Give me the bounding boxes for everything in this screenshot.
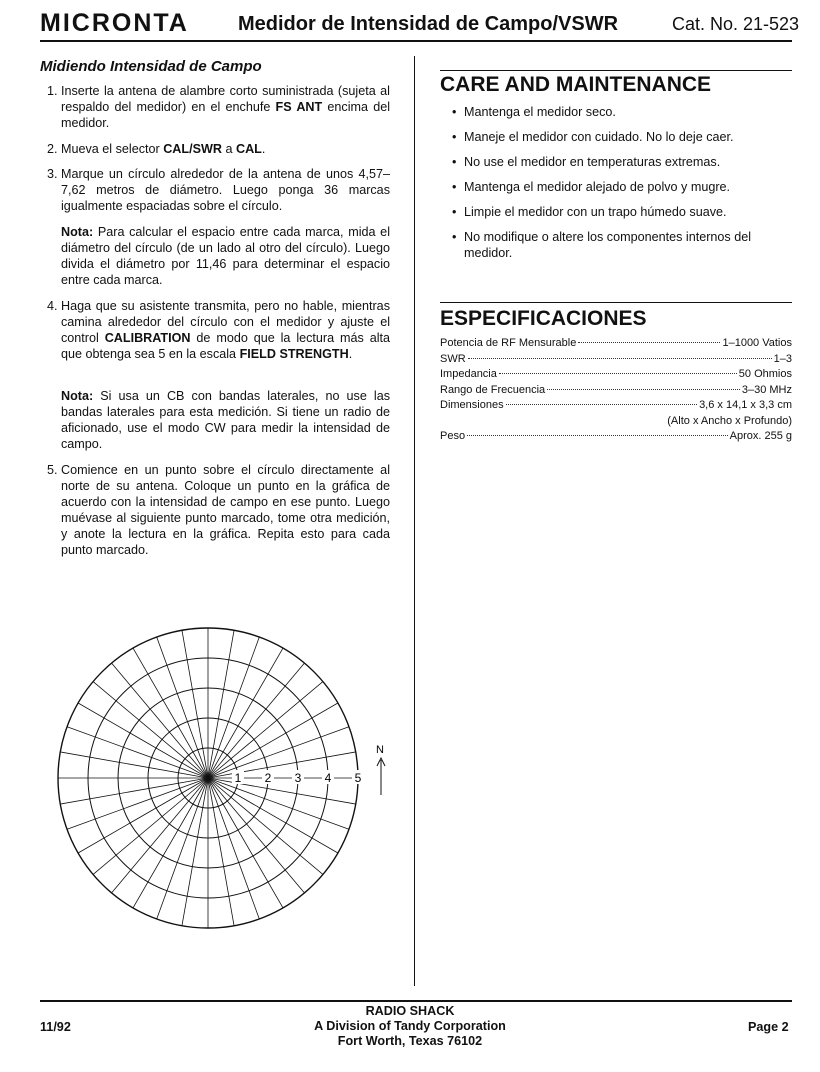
ring-label: 1: [234, 771, 242, 785]
spec-row: [440, 352, 792, 368]
spec-value: 50 Ohmios: [738, 368, 792, 380]
step-text-part: a: [221, 142, 236, 156]
brand-logo: MICRONTA: [40, 9, 189, 37]
step-text-part: .: [348, 347, 353, 361]
spec-row: [440, 336, 792, 352]
polar-plot-chart: [40, 620, 410, 950]
step-bold-term: CALIBRATION: [104, 331, 191, 345]
spec-heading: ESPECIFICACIONES: [440, 307, 647, 330]
spec-label: SWR: [440, 352, 466, 365]
dot-leader: [499, 373, 737, 374]
dot-leader: [547, 389, 740, 390]
step-bold-term: FS ANT: [275, 100, 323, 114]
ring-label: 4: [324, 771, 332, 785]
spec-row: [440, 429, 792, 445]
step-bold-term: CAL/SWR: [163, 142, 222, 156]
care-heading: CARE AND MAINTENANCE: [440, 73, 712, 96]
step-text: Comience en un punto sobre el círculo directamente al norte de su antena. Coloque un punto en la gráfica de acuerdo con la intensidad de campo en ese punto. Luego muévase al siguiente punto marcado, tome otra medición, y anote la lectura en la gráfica. Repita esto para cada punto marcado.: [61, 463, 390, 557]
footer-line-3: Fort Worth, Texas 76102: [337, 1034, 483, 1048]
spec-value: Aprox. 255 g: [729, 430, 792, 442]
step-2: [40, 141, 390, 157]
note-label: Nota:: [61, 389, 94, 403]
care-list: [452, 104, 792, 270]
polar-ring-labels: [232, 770, 364, 785]
step-number: 4.: [47, 299, 58, 313]
care-item: • Mantenga el medidor seco.: [452, 104, 792, 120]
spec-row: [440, 383, 792, 399]
care-top-rule: [440, 70, 792, 71]
north-label: N: [376, 744, 384, 756]
page-number: Page 2: [748, 1020, 789, 1034]
catalog-number: Cat. No. 21-523: [672, 14, 800, 34]
spec-label: Peso: [440, 430, 466, 442]
step-text: [61, 83, 390, 131]
step-bold-term: CAL: [235, 142, 262, 156]
step-text-part: de modo que la lectura más alta que obtenga sea 5 en la escala: [61, 331, 390, 361]
step-text-part: Mueva el selector: [61, 142, 164, 156]
spec-dimensions-note: (Alto x Ancho x Profundo): [667, 414, 792, 427]
care-item: • No modifique o altere los componentes internos del medidor.: [452, 229, 792, 261]
step-text: [61, 298, 390, 362]
care-item: • Maneje el medidor con cuidado. No lo deje caer.: [452, 129, 792, 145]
step-text: Marque un círculo alrededor de la antena de unos 4,57–7,62 metros de diámetro. Luego ponga 36 marcas igualmente espaciadas sobre el círculo.: [61, 167, 390, 213]
note-text: Si usa un CB con bandas laterales, no use las bandas laterales para esta medición. Si tiene un radio de aficionado, use el modo CW para medir la intensidad de campo.: [61, 389, 390, 451]
polar-grid: [58, 628, 358, 928]
header-rule: [40, 40, 792, 42]
note-1: [61, 224, 390, 288]
step-text-part: encima del medidor.: [61, 100, 391, 130]
dot-leader: [578, 342, 720, 343]
dot-leader: [467, 435, 728, 436]
footer-date: 11/92: [40, 1020, 71, 1034]
note-2: [61, 388, 390, 452]
spec-value: 3,6 x 14,1 x 3,3 cm: [699, 399, 792, 411]
care-item: • No use el medidor en temperaturas extremas.: [452, 154, 792, 170]
spec-value: 3–30 MHz: [741, 383, 792, 396]
spec-label: Dimensiones: [440, 399, 504, 411]
step-bold-term: FIELD STRENGTH: [239, 347, 349, 361]
ring-label: 2: [264, 771, 272, 785]
step-number: 2.: [47, 142, 58, 156]
note-text: Para calcular el espacio entre cada marca, mida el diámetro del círculo (de un lado al otro del círculo). Luego divida el diámetro por 11,46 para determinar el espacio entre cada marca.: [61, 225, 390, 287]
ring-label: 3: [294, 771, 302, 785]
step-number: 1.: [47, 84, 58, 98]
spec-label: Potencia de RF Mensurable: [440, 337, 577, 349]
footer-rule: [40, 1000, 792, 1002]
step-text-part: .: [261, 142, 266, 156]
care-item: • Limpie el medidor con un trapo húmedo suave.: [452, 204, 792, 220]
spec-value: 1–3: [773, 352, 792, 365]
step-3: [40, 166, 390, 214]
step-number: 5.: [47, 463, 58, 477]
spec-top-rule: [440, 302, 792, 303]
care-item: • Mantenga el medidor alejado de polvo y mugre.: [452, 179, 792, 195]
document-title: Medidor de Intensidad de Campo/VSWR: [238, 13, 619, 35]
spec-label: Impedancia: [440, 368, 497, 380]
step-text-part: Inserte la antena de alambre corto suministrada (sujeta al respaldo del medidor) en el enchufe: [61, 84, 390, 114]
north-arrow: [376, 744, 385, 795]
column-divider: [414, 56, 415, 986]
footer-line-1: RADIO SHACK: [365, 1004, 455, 1018]
dot-leader: [506, 404, 697, 405]
step-text-part: Haga que su asistente transmita, pero no hable, mientras camina alrededor del círculo con el medidor y ajuste el control: [61, 299, 390, 345]
spec-row: [440, 367, 792, 383]
spec-value: 1–1000 Vatios: [722, 337, 792, 349]
step-1: [40, 83, 390, 131]
section-title: Midiendo Intensidad de Campo: [40, 58, 262, 75]
footer-line-2: A Division of Tandy Corporation: [314, 1019, 506, 1033]
step-text: [61, 141, 390, 157]
spec-label: Rango de Frecuencia: [440, 383, 546, 396]
spec-table: [440, 336, 792, 445]
step-number: 3.: [47, 167, 58, 181]
footer-publisher: [250, 1004, 570, 1049]
step-5: [40, 462, 390, 558]
spec-row: [440, 398, 792, 414]
note-label: Nota:: [61, 225, 94, 239]
ring-label: 5: [354, 771, 362, 785]
dot-leader: [468, 358, 772, 359]
step-4: [40, 298, 390, 362]
